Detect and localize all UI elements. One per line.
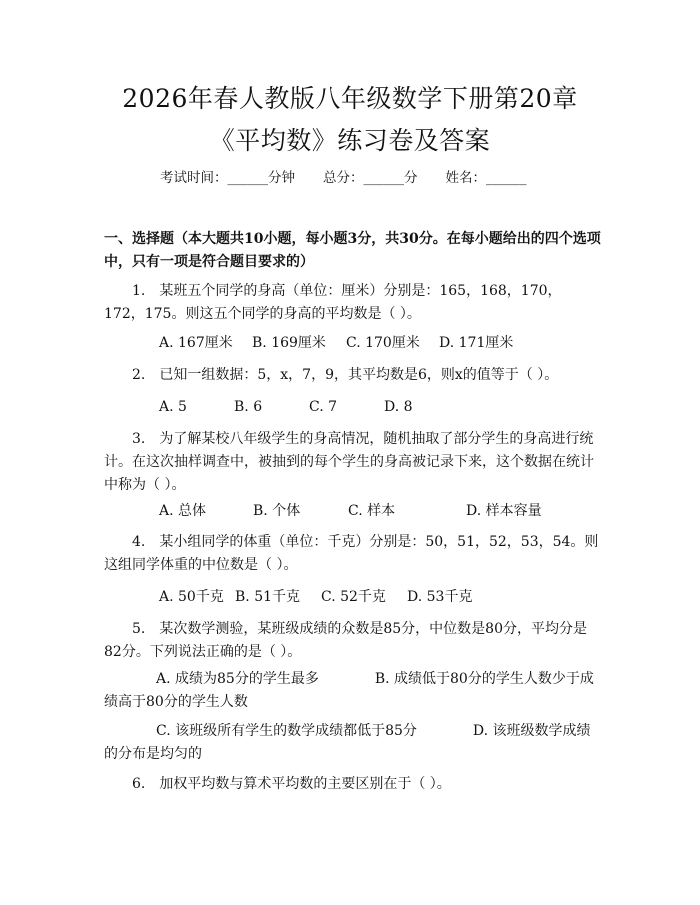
question-5-options-block-2[interactable] (104, 720, 602, 766)
q1-option-b[interactable]: B. 169厘米 (252, 335, 326, 351)
q1-option-d[interactable]: D. 171厘米 (439, 335, 514, 351)
question-1 (104, 280, 602, 326)
question-2-options (159, 397, 413, 417)
question-2 (104, 364, 602, 387)
q3-option-a[interactable]: A. 总体 (159, 503, 207, 519)
q3-option-c[interactable]: C. 样本 (348, 503, 396, 519)
question-3-options (159, 501, 542, 521)
question-6 (104, 773, 602, 796)
q3-option-b[interactable]: B. 个体 (253, 503, 301, 519)
question-1-options (159, 333, 513, 353)
page-title-line-1: 2026年春人教版八年级数学下册第20章 (122, 84, 578, 113)
exam-meta (160, 168, 527, 188)
q5-options-c-d[interactable]: C. 该班级所有学生的数学成绩都低于85分 D. 该班级数学成绩的分布是均匀的 (104, 723, 591, 762)
exam-time-field: 考试时间：______分钟 (160, 170, 295, 186)
question-6-text: 6. 加权平均数与算术平均数的主要区别在于（ ）。 (132, 776, 451, 792)
question-5 (104, 618, 602, 664)
section-heading-multiple-choice: 一、选择题（本大题共10小题，每小题3分，共30分。在每小题给出的四个选项中，只有一项是符合题目要求的） (104, 231, 601, 270)
q5-options-a-b[interactable]: A. 成绩为85分的学生最多 B. 成绩低于80分的学生人数少于成绩高于80分的学生人数 (104, 671, 594, 710)
q3-option-d[interactable]: D. 样本容量 (466, 503, 542, 519)
q4-option-a[interactable]: A. 50千克 (159, 589, 224, 605)
question-5-text: 5. 某次数学测验，某班级成绩的众数是85分，中位数是80分，平均分是82分。下列说法正确的是（ ）。 (104, 621, 587, 660)
q4-option-b[interactable]: B. 51千克 (235, 589, 301, 605)
question-2-text: 2. 已知一组数据：5，x，7，9，其平均数是6，则x的值等于（ ）。 (132, 367, 559, 383)
total-score-field: 总分：______分 (323, 170, 418, 186)
q4-option-c[interactable]: C. 52千克 (321, 589, 386, 605)
question-3 (104, 428, 602, 497)
question-4 (104, 531, 602, 577)
student-name-field: 姓名：______ (445, 170, 527, 186)
question-5-options-block-1[interactable] (104, 668, 602, 714)
q2-option-d[interactable]: D. 8 (384, 399, 413, 415)
q1-option-c[interactable]: C. 170厘米 (346, 335, 420, 351)
q2-option-b[interactable]: B. 6 (234, 399, 263, 415)
q2-option-a[interactable]: A. 5 (159, 399, 187, 415)
q2-option-c[interactable]: C. 7 (309, 399, 338, 415)
page-title-line-2: 《平均数》练习卷及答案 (209, 126, 491, 155)
question-4-options (159, 587, 472, 607)
q1-option-a[interactable]: A. 167厘米 (159, 335, 233, 351)
question-3-text: 3. 为了解某校八年级学生的身高情况，随机抽取了部分学生的身高进行统计。在这次抽样调查中，被抽到的每个学生的身高被记录下来，这个数据在统计中称为（ ）。 (104, 431, 594, 493)
question-4-text: 4. 某小组同学的体重（单位：千克）分别是：50，51，52，53，54。则这组同学体重的中位数是（ ）。 (104, 534, 599, 573)
question-1-text: 1. 某班五个同学的身高（单位：厘米）分别是：165，168，170，172，175。则这五个同学的身高的平均数是（ ）。 (104, 283, 562, 322)
q4-option-d[interactable]: D. 53千克 (407, 589, 473, 605)
